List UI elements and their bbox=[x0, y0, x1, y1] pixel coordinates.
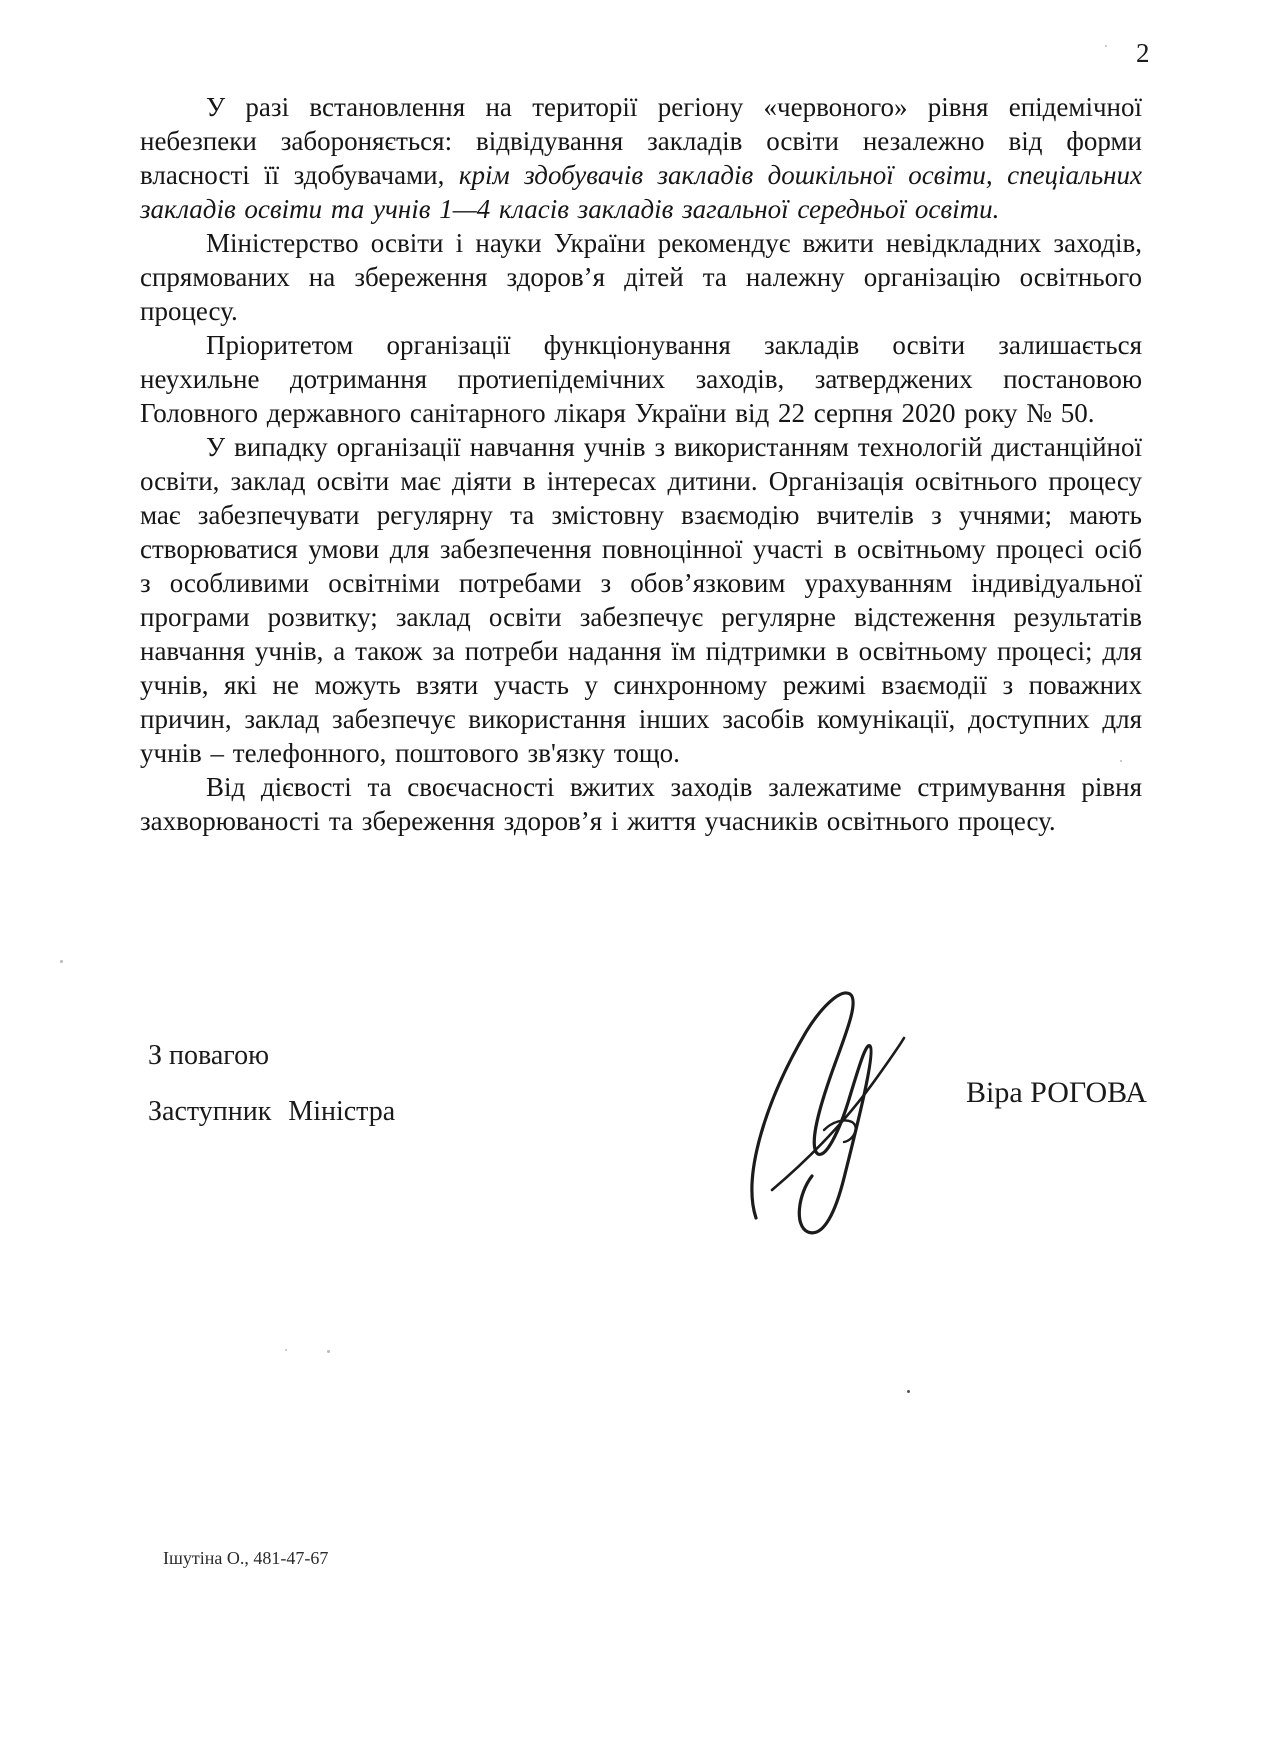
page-number: 2 bbox=[1136, 38, 1150, 68]
letter-body bbox=[140, 90, 1142, 838]
paragraph-segment: Міністерство освіти і науки України рекомендує вжити невідкладних заходів, спрямованих на збереження здоров’я дітей та належну організацію освітнього процесу. bbox=[140, 228, 1142, 326]
paragraph-segment: Пріоритетом організації функціонування закладів освіти залишається неухильне дотримання протиепідемічних заходів, затверджених постановою Головного державного санітарного лікаря України від 22 серпня 2020 року № 50. bbox=[140, 330, 1142, 428]
paragraph bbox=[140, 328, 1142, 430]
signer-name: Віра РОГОВА bbox=[966, 1076, 1147, 1109]
paragraph bbox=[140, 770, 1142, 838]
scan-speckle bbox=[907, 1390, 910, 1393]
paragraph bbox=[140, 90, 1142, 226]
paragraph bbox=[140, 430, 1142, 770]
closing-title: Заступник Міністра bbox=[148, 1096, 396, 1127]
paragraph-segment: У випадку організації навчання учнів з використанням технологій дистанційної освіти, заклад освіти має діяти в інтересах дитини. Організація освітнього процесу має забезпечувати регулярну та змістовну взаємодію вчителів з учнями; мають створюватися умови для забезпечення повноцінної участі в освітньому процесі осіб з особливими освітніми потребами з обов’язковим урахуванням індивідуальної програми розвитку; заклад освіти забезпечує регулярне відстеження результатів навчання учнів, а також за потреби надання їм підтримки в освітньому процесі; для учнів, які не можуть взяти участь у синхронному режимі взаємодії з поважних причин, заклад забезпечує використання інших засобів комунікації, доступних для учнів – телефонного, поштового зв'язку тощо. bbox=[140, 432, 1142, 768]
closing-block bbox=[148, 1028, 395, 1140]
footer-contact: Ішутіна О., 481-47-67 bbox=[163, 1548, 329, 1568]
closing-salutation: З повагою bbox=[148, 1040, 269, 1071]
scan-speckle bbox=[327, 1350, 330, 1353]
scan-speckle bbox=[1105, 45, 1107, 47]
scan-speckle bbox=[1120, 760, 1122, 762]
scan-speckle bbox=[285, 1349, 287, 1351]
paragraph-segment: У разі встановлення на території регіону «червоного» рівня епідемічної небезпеки забороняється: відвідування закладів освіти незалежно від форми власності її здобувачами, bbox=[140, 92, 1142, 190]
paragraph-segment-italic: крім здобувачів закладів дошкільної освіти, спеціальних закладів освіти та учнів 1—4 класів закладів загальної середньої освіти. bbox=[140, 160, 1142, 224]
paragraph-segment: Від дієвості та своєчасності вжитих заходів залежатиме стримування рівня захворюваності та збереження здоров’я і життя учасників освітнього процесу. bbox=[140, 772, 1142, 836]
paragraph bbox=[140, 226, 1142, 328]
signature-handwriting bbox=[728, 980, 918, 1260]
scan-speckle bbox=[60, 960, 63, 963]
